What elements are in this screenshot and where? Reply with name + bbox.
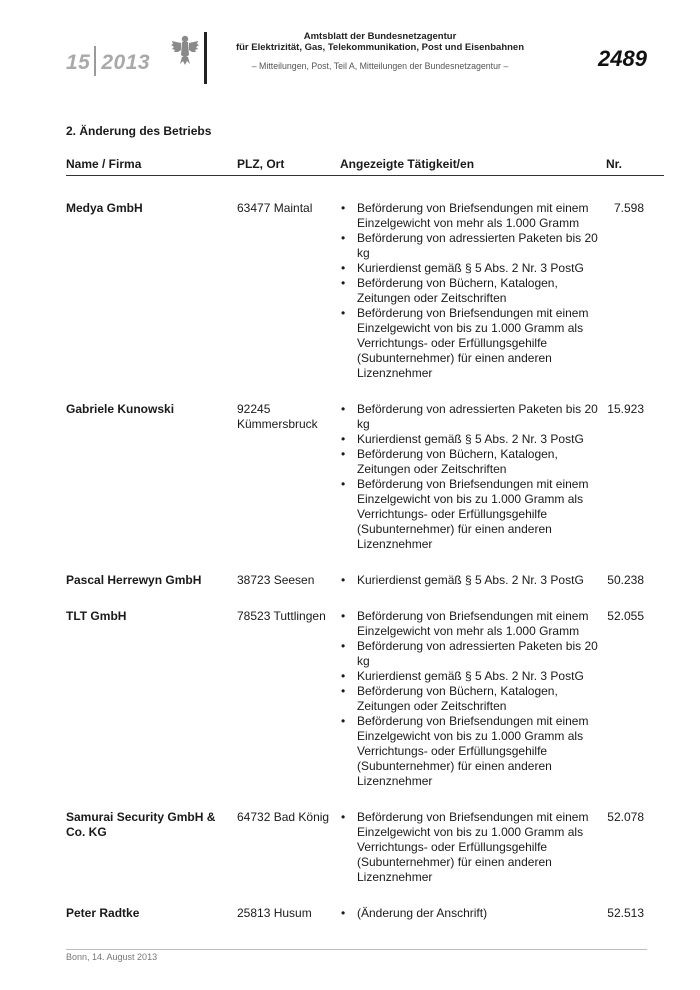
activity-item: • Kurierdienst gemäß § 5 Abs. 2 Nr. 3 PostG <box>340 573 606 588</box>
activity-item: • Beförderung von Briefsendungen mit einem Einzelgewicht von bis zu 1.000 Gramm als Verrichtungs- oder Erfüllungsgehilfe (Subunternehmer) für einen anderen Lizenznehmer <box>340 714 606 789</box>
header-divider <box>204 32 207 84</box>
publication-title: Amtsblatt der Bundesnetzagentur <box>303 31 457 42</box>
postal-location: 38723 Seesen <box>237 573 315 587</box>
company-name: Peter Radtke <box>66 906 140 920</box>
table-row <box>66 573 664 588</box>
column-header-ort: PLZ, Ort <box>237 157 285 171</box>
activity-list <box>340 609 606 789</box>
column-header-activities: Angezeigte Tätigkeit/en <box>340 157 475 171</box>
registration-number: 52.513 <box>607 906 644 920</box>
activity-list <box>340 906 606 921</box>
issue-label <box>66 46 150 76</box>
postal-location: 25813 Husum <box>237 906 312 920</box>
registration-number: 15.923 <box>607 402 644 416</box>
activity-item: • Beförderung von Büchern, Katalogen, Zeitungen oder Zeitschriften <box>340 447 606 477</box>
table-row <box>66 810 664 885</box>
section-title: 2. Änderung des Betriebs <box>66 124 212 138</box>
page-number: 2489 <box>598 46 647 71</box>
table-row <box>66 402 664 552</box>
table-row <box>66 906 664 921</box>
footer-divider <box>66 949 647 950</box>
activity-item: • Kurierdienst gemäß § 5 Abs. 2 Nr. 3 PostG <box>340 669 606 684</box>
activity-item: • Beförderung von adressierten Paketen bis 20 kg <box>340 231 606 261</box>
postal-location: 92245 Kümmersbruck <box>237 402 318 431</box>
issue-divider <box>94 46 96 76</box>
publication-scope: für Elektrizität, Gas, Telekommunikation, Post und Eisenbahnen <box>235 42 525 53</box>
company-name: Gabriele Kunowski <box>66 402 175 416</box>
activity-item: • Kurierdienst gemäß § 5 Abs. 2 Nr. 3 PostG <box>340 261 606 276</box>
activity-list <box>340 810 606 885</box>
issue-number: 15 <box>66 51 91 74</box>
footer-date: Bonn, 14. August 2013 <box>66 952 158 962</box>
activity-item: • Kurierdienst gemäß § 5 Abs. 2 Nr. 3 PostG <box>340 432 606 447</box>
activity-item: • Beförderung von Büchern, Katalogen, Zeitungen oder Zeitschriften <box>340 684 606 714</box>
activity-item: • (Änderung der Anschrift) <box>340 906 606 921</box>
activity-item: • Beförderung von Briefsendungen mit einem Einzelgewicht von bis zu 1.000 Gramm als Verrichtungs- oder Erfüllungsgehilfe (Subunternehmer) für einen anderen Lizenznehmer <box>340 810 606 885</box>
table-row <box>66 201 664 381</box>
activity-list <box>340 573 606 588</box>
postal-location: 63477 Maintal <box>237 201 313 215</box>
activity-item: • Beförderung von Briefsendungen mit einem Einzelgewicht von mehr als 1.000 Gramm <box>340 201 606 231</box>
table-body <box>66 201 664 921</box>
company-name: Medya GmbH <box>66 201 143 215</box>
registration-number: 52.078 <box>607 810 644 824</box>
publication-subtitle: – Mitteilungen, Post, Teil A, Mitteilungen der Bundesnetzagentur – <box>251 61 509 71</box>
postal-location: 64732 Bad König <box>237 810 330 824</box>
company-name: Pascal Herrewyn GmbH <box>66 573 202 587</box>
activity-item: • Beförderung von adressierten Paketen bis 20 kg <box>340 639 606 669</box>
issue-year: 2013 <box>101 51 151 74</box>
activity-item: • Beförderung von Briefsendungen mit einem Einzelgewicht von mehr als 1.000 Gramm <box>340 609 606 639</box>
activity-list <box>340 402 606 552</box>
postal-location: 78523 Tuttlingen <box>237 609 326 623</box>
registration-number: 50.238 <box>607 573 644 587</box>
activity-item: • Beförderung von adressierten Paketen bis 20 kg <box>340 402 606 432</box>
column-header-name: Name / Firma <box>66 157 142 171</box>
masthead <box>230 31 530 71</box>
table-header <box>66 157 664 176</box>
federal-eagle-icon <box>170 33 200 67</box>
column-header-nr: Nr. <box>606 157 623 171</box>
activity-item: • Beförderung von Büchern, Katalogen, Zeitungen oder Zeitschriften <box>340 276 606 306</box>
activity-list <box>340 201 606 381</box>
company-name: TLT GmbH <box>66 609 127 623</box>
activity-item: • Beförderung von Briefsendungen mit einem Einzelgewicht von bis zu 1.000 Gramm als Verrichtungs- oder Erfüllungsgehilfe (Subunternehmer) für einen anderen Lizenznehmer <box>340 477 606 552</box>
registration-number: 52.055 <box>607 609 644 623</box>
table-row <box>66 609 664 789</box>
activity-item: • Beförderung von Briefsendungen mit einem Einzelgewicht von bis zu 1.000 Gramm als Verrichtungs- oder Erfüllungsgehilfe (Subunternehmer) für einen anderen Lizenznehmer <box>340 306 606 381</box>
company-name: Samurai Security GmbH & Co. KG <box>66 810 216 839</box>
registration-number: 7.598 <box>613 201 644 215</box>
